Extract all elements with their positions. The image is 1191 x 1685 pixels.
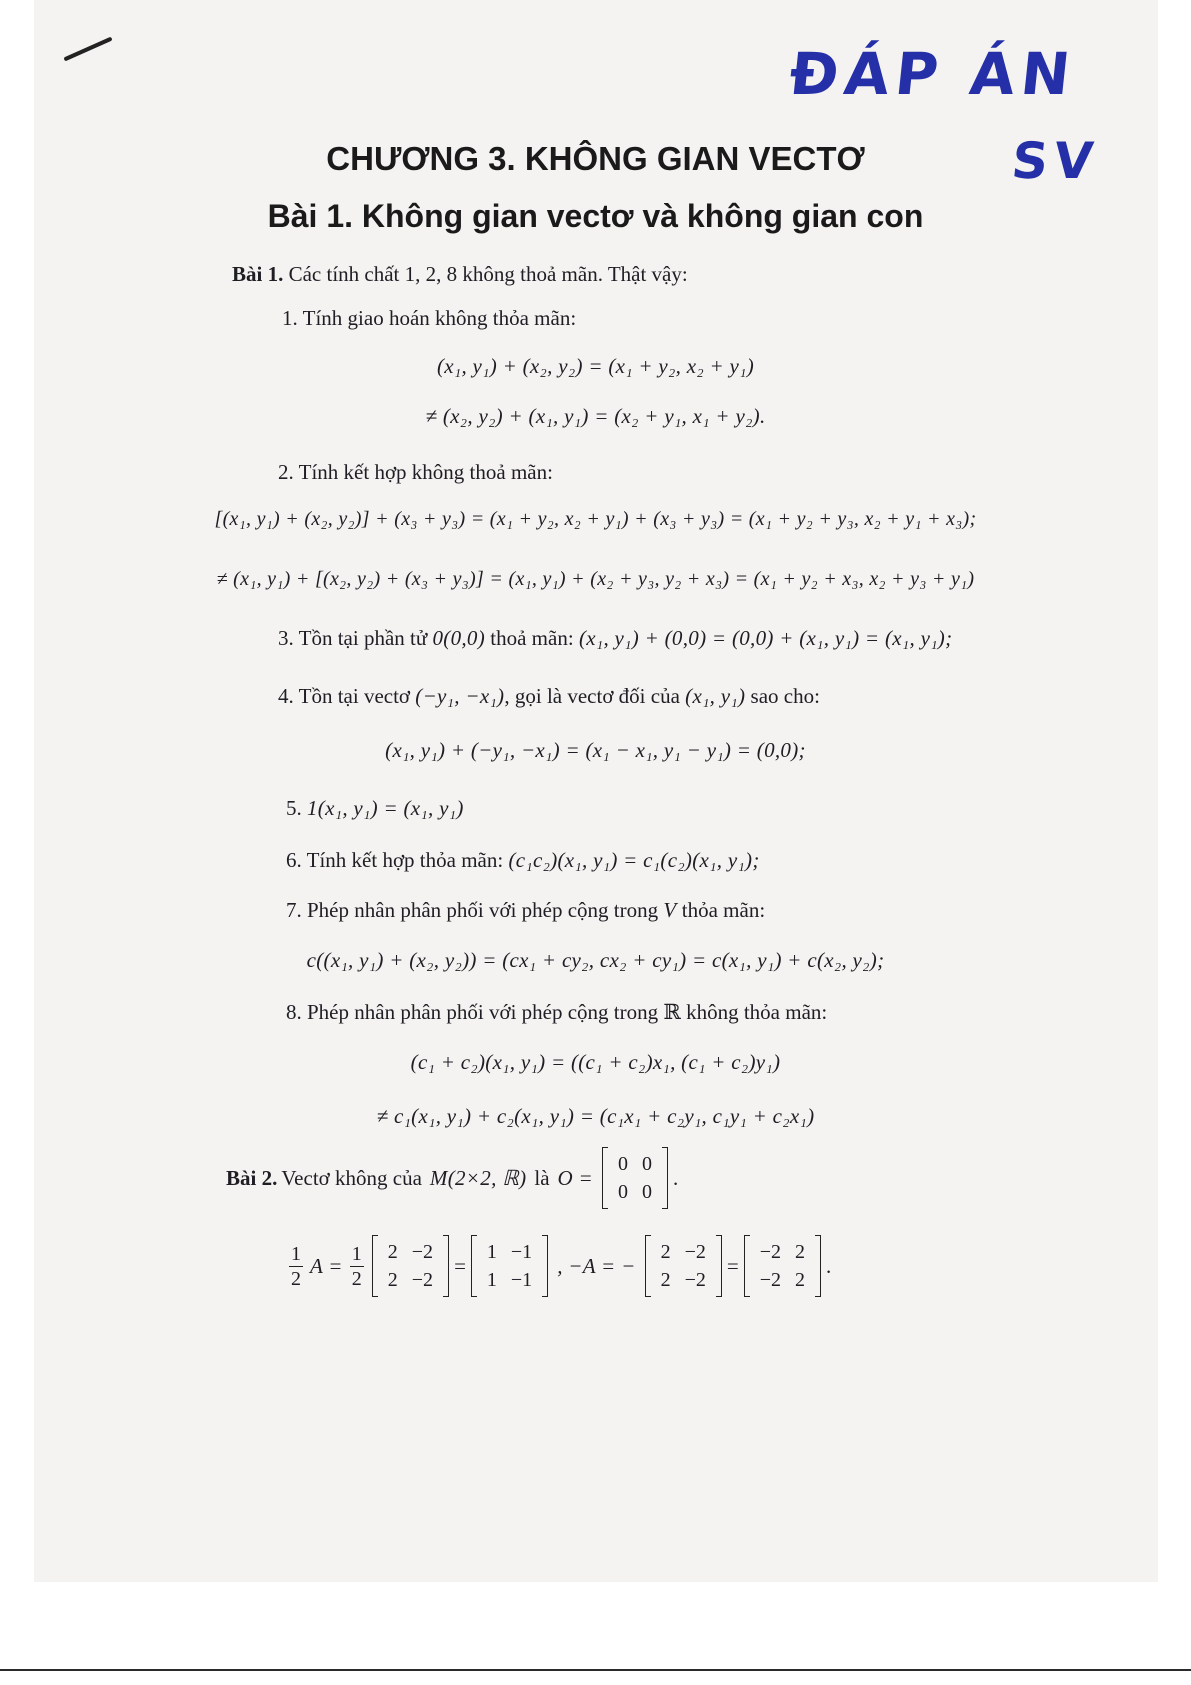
matrix-a-copy bbox=[645, 1236, 722, 1296]
property-4-text-3: sao cho: bbox=[750, 684, 820, 708]
document-page bbox=[34, 0, 1158, 1582]
matrix-cell: 2 bbox=[660, 1241, 671, 1263]
property-7-text-2: thỏa mãn: bbox=[681, 898, 766, 922]
exercise-2-period: . bbox=[673, 1165, 679, 1190]
matrix-cell: 1 bbox=[486, 1269, 497, 1291]
exercise-2-computation bbox=[286, 1236, 831, 1296]
chapter-title: CHƯƠNG 3. KHÔNG GIAN VECTƠ bbox=[326, 140, 865, 177]
matrix-cell: 2 bbox=[387, 1269, 398, 1291]
property-7-text: 7. Phép nhân phân phối với phép cộng trong bbox=[286, 898, 659, 922]
property-6-equation: (c₁c₂)(x₁, y₁) = c₁(c₂)(x₁, y₁); bbox=[508, 848, 760, 872]
zero-vector-symbol: O = bbox=[557, 1165, 594, 1190]
equation-4: (x₁, y₁) + (−y₁, −x₁) = (x₁ − x₁, y₁ − y₁) = (0,0); bbox=[385, 738, 806, 762]
property-5-text: 5. bbox=[286, 796, 302, 820]
equation-8a: (c₁ + c₂)(x₁, y₁) = ((c₁ + c₂)x₁, (c₁ + c₂)y₁) bbox=[410, 1050, 781, 1074]
matrix-cell: −2 bbox=[759, 1269, 781, 1291]
matrix-cell: −2 bbox=[684, 1241, 706, 1263]
equals-sign: = bbox=[454, 1253, 466, 1278]
fraction-numerator: 1 bbox=[291, 1242, 301, 1265]
property-3-text: 3. Tồn tại phần tử bbox=[278, 626, 428, 650]
matrix-cell: 1 bbox=[486, 1241, 497, 1263]
property-4 bbox=[278, 684, 820, 709]
exercise-2-la: là bbox=[534, 1165, 550, 1190]
matrix-cell: 0 bbox=[642, 1153, 653, 1175]
property-6 bbox=[286, 848, 760, 873]
property-8-reals: ℝ bbox=[663, 1000, 681, 1024]
equation-2b: ≠ (x₁, y₁) + [(x₂, y₂) + (x₃ + y₃)] = (x₁, y₁) + (x₂ + y₃, y₂ + x₃) = (x₁ + y₂ + x₃, x₂ + y₃ + y₁) bbox=[216, 568, 975, 590]
property-8-text: 8. Phép nhân phân phối với phép cộng trong bbox=[286, 1000, 659, 1024]
equals-sign-2: = bbox=[726, 1253, 739, 1278]
fraction-one-half-2 bbox=[350, 1242, 364, 1291]
exercise-2-text: Vectơ không của bbox=[281, 1165, 422, 1190]
property-3 bbox=[278, 626, 952, 651]
matrix-cell: 0 bbox=[642, 1181, 653, 1203]
property-4-opposite-vector: (−y₁, −x₁) bbox=[415, 684, 505, 708]
matrix-cell: −1 bbox=[510, 1241, 533, 1263]
half-a-matrix bbox=[471, 1236, 548, 1296]
handwritten-answer-label: ĐÁP ÁN bbox=[786, 40, 1080, 108]
matrix-cell: 0 bbox=[618, 1181, 629, 1203]
property-5 bbox=[286, 796, 464, 821]
fraction-numerator: 1 bbox=[351, 1242, 362, 1265]
property-8-text-2: không thỏa mãn: bbox=[686, 1000, 828, 1024]
property-4-text: 4. Tồn tại vectơ bbox=[278, 684, 411, 708]
equation-1a: (x₁, y₁) + (x₂, y₂) = (x₁ + y₂, x₂ + y₁) bbox=[436, 354, 755, 378]
exercise-1-intro bbox=[232, 262, 688, 287]
property-4-text-2: , gọi là vectơ đối của bbox=[504, 684, 680, 708]
equation-1b: ≠ (x₂, y₂) + (x₁, y₁) = (x₂ + y₁, x₁ + y₂). bbox=[425, 404, 766, 428]
matrix-cell: 2 bbox=[794, 1269, 805, 1291]
minus-a-equals: , −A = − bbox=[557, 1253, 636, 1278]
handwritten-sv-label: SV bbox=[1008, 132, 1102, 190]
property-4-vector: (x₁, y₁) bbox=[685, 684, 746, 708]
matrix-cell: 2 bbox=[387, 1241, 398, 1263]
negative-a-matrix bbox=[744, 1236, 821, 1296]
property-3-text-2: thoả mãn: bbox=[490, 626, 574, 650]
final-period: . bbox=[825, 1253, 832, 1278]
exercise-2-statement bbox=[226, 1148, 678, 1208]
property-2-heading: 2. Tính kết hợp không thoả mãn: bbox=[278, 460, 553, 484]
matrix-space: M(2×2, ℝ) bbox=[429, 1165, 527, 1190]
matrix-cell: 2 bbox=[660, 1269, 671, 1291]
fraction-one-half bbox=[289, 1242, 303, 1291]
property-6-text: 6. Tính kết hợp thỏa mãn: bbox=[286, 848, 504, 872]
fraction-denominator: 2 bbox=[351, 1267, 362, 1290]
matrix-cell: 2 bbox=[794, 1241, 805, 1263]
matrix-cell: −1 bbox=[510, 1269, 533, 1291]
matrix-cell: −2 bbox=[759, 1241, 781, 1263]
property-7-space-v: V bbox=[663, 898, 677, 922]
zero-matrix bbox=[602, 1148, 668, 1208]
exercise-1-label: Bài 1. bbox=[232, 262, 284, 286]
exercise-1-intro-text: Các tính chất 1, 2, 8 không thoả mãn. Thật vậy: bbox=[288, 262, 688, 286]
exercise-2-label: Bài 2. bbox=[226, 1165, 278, 1190]
property-1-heading: 1. Tính giao hoán không thỏa mãn: bbox=[282, 306, 577, 330]
matrix-a-equals: A = bbox=[310, 1253, 343, 1278]
matrix-cell: −2 bbox=[684, 1269, 706, 1291]
matrix-cell: 0 bbox=[618, 1153, 629, 1175]
property-7 bbox=[286, 898, 765, 923]
matrix-cell: −2 bbox=[411, 1241, 434, 1263]
property-8 bbox=[286, 1000, 827, 1025]
equation-8b: ≠ c₁(x₁, y₁) + c₂(x₁, y₁) = (c₁x₁ + c₂y₁, c₁y₁ + c₂x₁) bbox=[376, 1104, 815, 1128]
matrix-a bbox=[372, 1236, 449, 1296]
equation-2a: [(x₁, y₁) + (x₂, y₂)] + (x₃ + y₃) = (x₁ + y₂, x₂ + y₁) + (x₃ + y₃) = (x₁ + y₂ + y₃, x₂ + y₁ + x₃); bbox=[214, 508, 977, 530]
equation-7: c((x₁, y₁) + (x₂, y₂)) = (cx₁ + cy₂, cx₂ + cy₁) = c(x₁, y₁) + c(x₂, y₂); bbox=[306, 948, 885, 972]
property-3-zero-element: 0(0,0) bbox=[432, 626, 486, 650]
matrix-cell: −2 bbox=[411, 1269, 434, 1291]
fraction-denominator: 2 bbox=[291, 1267, 301, 1290]
scan-edge-line bbox=[0, 1669, 1191, 1671]
property-5-equation: 1(x₁, y₁) = (x₁, y₁) bbox=[307, 796, 464, 820]
lesson-title: Bài 1. Không gian vectơ và không gian con bbox=[267, 198, 924, 234]
property-3-equation: (x₁, y₁) + (0,0) = (0,0) + (x₁, y₁) = (x₁, y₁); bbox=[578, 626, 953, 650]
